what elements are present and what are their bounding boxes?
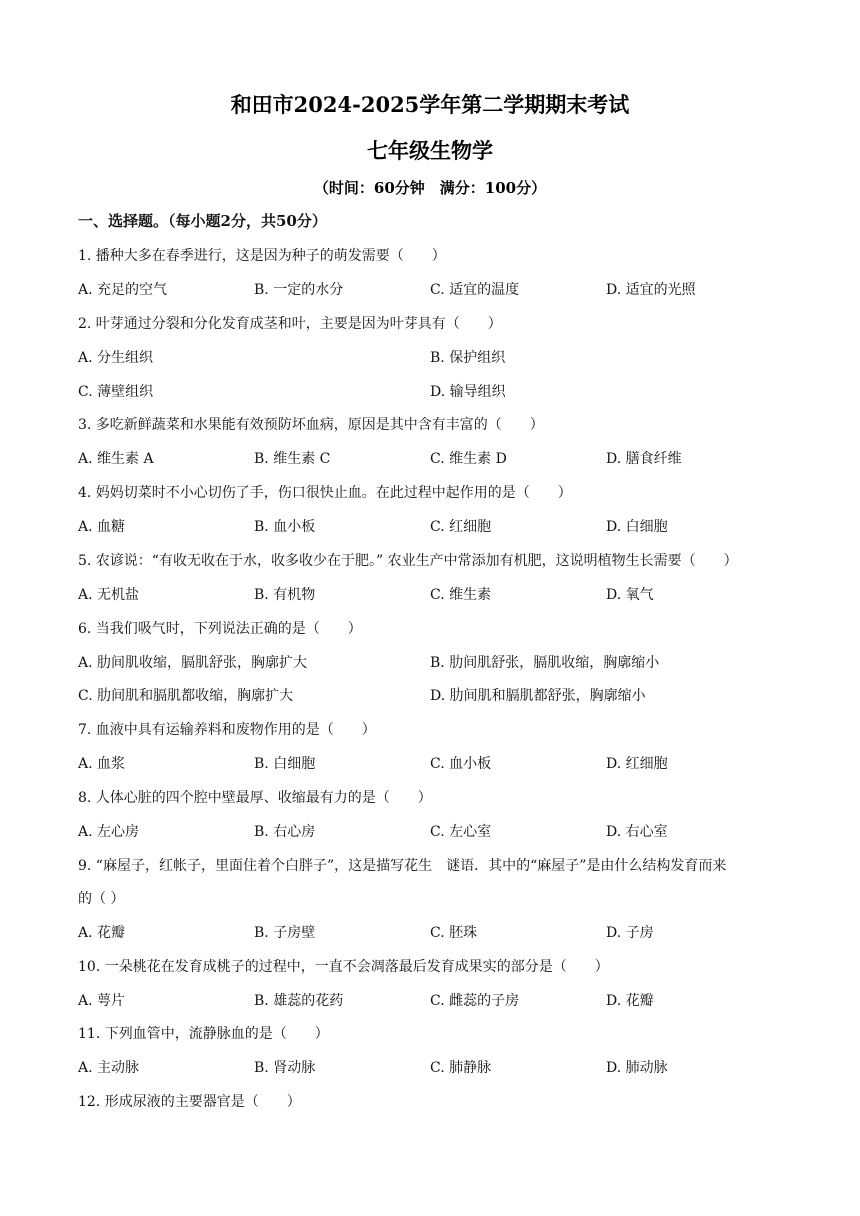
question-option: D. 肺动脉 [606, 1060, 668, 1076]
question-option: D. 子房 [606, 925, 654, 941]
question-option: A. 维生素 A [78, 451, 154, 467]
question-option: A. 无机盐 [78, 587, 140, 603]
question-option: C. 维生素 D [430, 451, 507, 467]
question-option: A. 分生组织 [78, 350, 154, 366]
question-stem: 4. 妈妈切菜时不小心切伤了手，伤口很快止血。在此过程中起作用的是（ ） [78, 485, 572, 501]
question-option: B. 有机物 [254, 587, 316, 603]
question-option: B. 右心房 [254, 824, 316, 840]
question-option: C. 肺静脉 [430, 1060, 492, 1076]
question-stem: 5. 农谚说：“有收无收在于水，收多收少在于肥。” 农业生产中常添加有机肥，这说明植物生长需要（ ） [78, 553, 738, 569]
question-stem: 12. 形成尿液的主要器官是（ ） [78, 1094, 301, 1110]
question-option: D. 右心室 [606, 824, 668, 840]
question-option: B. 肾动脉 [254, 1060, 316, 1076]
question-option: A. 充足的空气 [78, 282, 168, 298]
question-option: B. 血小板 [254, 519, 316, 535]
question-stem: 1. 播种大多在春季进行，这是因为种子的萌发需要（ ） [78, 248, 446, 264]
question-option: C. 胚珠 [430, 925, 478, 941]
exam-subject: 七年级生物学 [367, 138, 493, 163]
question-stem: 10. 一朵桃花在发育成桃子的过程中，一直不会凋落最后发育成果实的部分是（ ） [78, 959, 609, 975]
question-option: D. 氧气 [606, 587, 654, 603]
question-option: B. 白细胞 [254, 756, 316, 772]
question-option: C. 红细胞 [430, 519, 492, 535]
question-option: A. 肋间肌收缩，膈肌舒张，胸廓扩大 [78, 655, 308, 671]
question-option: D. 白细胞 [606, 519, 668, 535]
question-option: B. 维生素 C [254, 451, 331, 467]
question-option: A. 左心房 [78, 824, 140, 840]
question-stem: 2. 叶芽通过分裂和分化发育成茎和叶，主要是因为叶芽具有（ ） [78, 316, 502, 332]
question-option: B. 肋间肌舒张，膈肌收缩，胸廓缩小 [430, 655, 660, 671]
section-heading: 一、选择题。（每小题2分，共50分） [78, 212, 327, 230]
question-stem: 8. 人体心脏的四个腔中壁最厚、收缩最有力的是（ ） [78, 790, 432, 806]
question-option: A. 血浆 [78, 756, 126, 772]
question-option: C. 血小板 [430, 756, 492, 772]
question-option: B. 保护组织 [430, 350, 506, 366]
question-stem: 7. 血液中具有运输养料和废物作用的是（ ） [78, 722, 376, 738]
question-option: B. 雄蕊的花药 [254, 993, 344, 1009]
question-option: A. 萼片 [78, 993, 126, 1009]
question-stem: 6. 当我们吸气时，下列说法正确的是（ ） [78, 621, 362, 637]
question-option: C. 肋间肌和膈肌都收缩，胸廓扩大 [78, 688, 294, 704]
question-option: D. 肋间肌和膈肌都舒张，胸廓缩小 [430, 688, 646, 704]
question-stem: 3. 多吃新鲜蔬菜和水果能有效预防坏血病，原因是其中含有丰富的（ ） [78, 417, 544, 433]
question-option: B. 一定的水分 [254, 282, 344, 298]
question-option: C. 适宜的温度 [430, 282, 520, 298]
question-option: B. 子房壁 [254, 925, 316, 941]
question-option: C. 维生素 [430, 587, 492, 603]
question-option: D. 输导组织 [430, 384, 506, 400]
exam-title: 和田市2024-2025学年第二学期期末考试 [230, 92, 630, 117]
question-option: D. 适宜的光照 [606, 282, 696, 298]
question-stem-continued: 的（ ） [78, 891, 125, 907]
question-option: C. 左心室 [430, 824, 492, 840]
question-stem: 9. “麻屋子，红帐子，里面住着个白胖子”，这是描写花生 谜语．其中的“麻屋子”是由什么结构发育而来 [78, 858, 727, 874]
exam-info: （时间：60分钟 满分：100分） [313, 179, 547, 197]
question-option: A. 主动脉 [78, 1060, 140, 1076]
question-option: A. 花瓣 [78, 925, 126, 941]
question-option: D. 花瓣 [606, 993, 654, 1009]
question-stem: 11. 下列血管中，流静脉血的是（ ） [78, 1026, 329, 1042]
question-option: C. 雌蕊的子房 [430, 993, 520, 1009]
question-option: D. 红细胞 [606, 756, 668, 772]
question-option: C. 薄壁组织 [78, 384, 154, 400]
question-option: A. 血糖 [78, 519, 126, 535]
question-option: D. 膳食纤维 [606, 451, 682, 467]
